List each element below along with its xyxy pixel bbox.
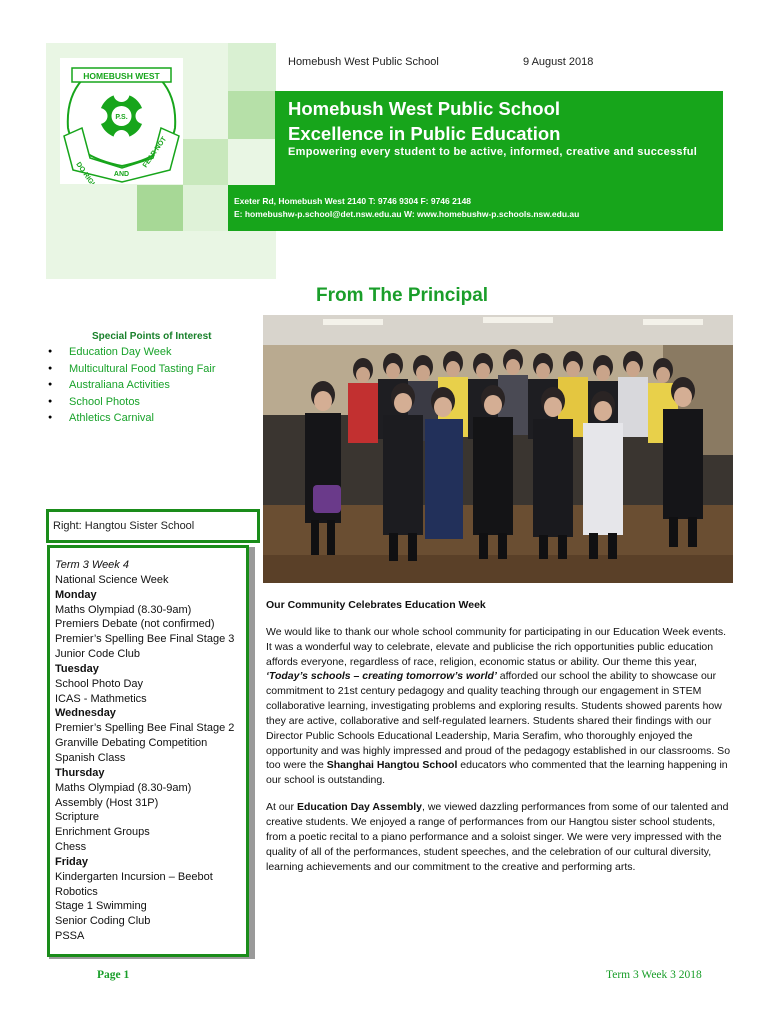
term-line: Stage 1 Swimming (55, 900, 147, 913)
article-text: At our (266, 801, 297, 814)
logo-top-text: HOMEBUSH WEST (83, 71, 160, 81)
term-line: Scripture (55, 811, 100, 824)
special-point-item: ● School Photos (48, 394, 216, 411)
special-point-item: ● Multicultural Food Tasting Fair (48, 361, 216, 378)
term-line: Robotics (55, 885, 98, 898)
header-date: 9 August 2018 (523, 56, 594, 68)
logo-motto-left: DO RIGHT (74, 161, 100, 184)
footer-term: Term 3 Week 3 2018 (606, 969, 702, 981)
term-line: Spanish Class (55, 751, 126, 764)
logo-center-text: P.S. (115, 114, 128, 121)
logo-motto-mid: AND (113, 171, 130, 178)
address-line: Exeter Rd, Homebush West 2140 T: 9746 9304 F: 9746 2148 (234, 196, 472, 206)
logo-motto-right: FEAR NOT (141, 135, 169, 170)
contact-strip (228, 185, 723, 231)
term-line: Granville Debating Competition (55, 737, 208, 750)
school-logo (60, 58, 183, 184)
term-calendar-box (47, 545, 249, 957)
term-line: Junior Code Club (55, 648, 140, 661)
article-text: educators who commented that the learning happening in our school is outstanding. (266, 759, 728, 787)
principal-article (266, 598, 731, 886)
banner-title-line-2: Excellence in Public Education (288, 123, 561, 144)
term-day-heading: Thursday (55, 766, 105, 779)
header-decor-square (228, 91, 276, 139)
term-line: ICAS - Mathmetics (55, 692, 147, 705)
article-paragraph-2 (266, 800, 731, 874)
term-line: Maths Olympiad (8.30-9am) (55, 781, 192, 794)
article-paragraph-1 (266, 625, 731, 788)
principal-heading: From The Principal (316, 285, 489, 306)
term-line: PSSA (55, 930, 85, 943)
term-line: Chess (55, 841, 87, 854)
article-bold-text: Shanghai Hangtou School (326, 759, 458, 772)
term-line: Premier’s Spelling Bee Final Stage 2 (55, 722, 235, 735)
term-line: Enrichment Groups (55, 826, 150, 839)
term-day-heading: Monday (55, 588, 97, 601)
term-line: Maths Olympiad (8.30-9am) (55, 603, 192, 616)
contact-line: E: homebushw-p.school@det.nsw.edu.au W: www.homebushw-p.schools.nsw.edu.au (234, 209, 580, 219)
term-line: National Science Week (55, 573, 169, 586)
header-decor-square (137, 185, 183, 231)
photo-caption: Right: Hangtou Sister School (53, 520, 195, 532)
term-line: Kindergarten Incursion – Beebot (55, 870, 213, 883)
article-text: We would like to thank our whole school community for participating in our Education Week events. It was a wonderful way to celebrate, elevate and publicise the rich opportunities public education affords everyone, regardless of race, religion, economic status or ability. Our theme this year, (266, 625, 727, 668)
article-text: , we viewed dazzling performances from some of our talented and creative students. We enjoyed a range of performances from our Hangtou sister school students, from a poetic recital to a piano performance and a soloist singer. We were very impressed with the quality of all of the performances, student speeches, and the celebration of our cultural diversity, learning achievements and our commitment to the creative and performing arts. (266, 801, 729, 873)
term-day-heading: Wednesday (55, 707, 116, 720)
term-box-title: Term 3 Week 4 (55, 559, 129, 571)
term-line: School Photo Day (55, 677, 144, 690)
article-bold-text: Education Day Assembly (296, 801, 423, 814)
footer-page-number: Page 1 (97, 969, 130, 981)
banner-title (288, 96, 560, 146)
title-banner (275, 91, 723, 185)
header-school-name: Homebush West Public School (288, 56, 439, 68)
special-point-item: ● Education Day Week (48, 344, 216, 361)
header-decor-square (183, 139, 228, 185)
term-line: Premiers Debate (not confirmed) (55, 618, 215, 631)
special-point-item: ● Athletics Carnival (48, 410, 216, 427)
term-line: Assembly (Host 31P) (55, 796, 159, 809)
special-points-list (48, 344, 216, 427)
photo-caption-box (46, 509, 260, 543)
article-theme-quote: ‘Today’s schools – creating tomorrow’s world’ (266, 670, 497, 683)
special-points-title: Special Points of Interest (92, 331, 212, 342)
term-line: Premier’s Spelling Bee Final Stage 3 (55, 633, 235, 646)
term-line: Senior Coding Club (55, 915, 151, 928)
header-decor-square (228, 43, 276, 91)
article-heading: Our Community Celebrates Education Week (266, 599, 486, 611)
term-day-heading: Tuesday (55, 662, 99, 675)
header-decor-square (183, 185, 228, 231)
group-photo (263, 315, 733, 583)
banner-tagline: Empowering every student to be active, informed, creative and successful (288, 146, 698, 158)
article-text: afforded our school the ability to showcase our commitment to 21st century pedagogy and quality teaching through our engagement in STEM collaborative learning, investigating problems and exploring results. Students showed parents how they are active, collaborative and self-regulated learners. Students shared their findings with our Director Public Schools Educational Leadership, Maria Serafim, who thoroughly enjoyed the opportunity and was highly impressed and proud of the pedagogy established in our classrooms. So too were the (266, 670, 731, 772)
banner-title-line-1: Homebush West Public School (288, 98, 561, 119)
special-point-item: ● Australiana Activities (48, 377, 216, 394)
term-day-heading: Friday (55, 855, 89, 868)
